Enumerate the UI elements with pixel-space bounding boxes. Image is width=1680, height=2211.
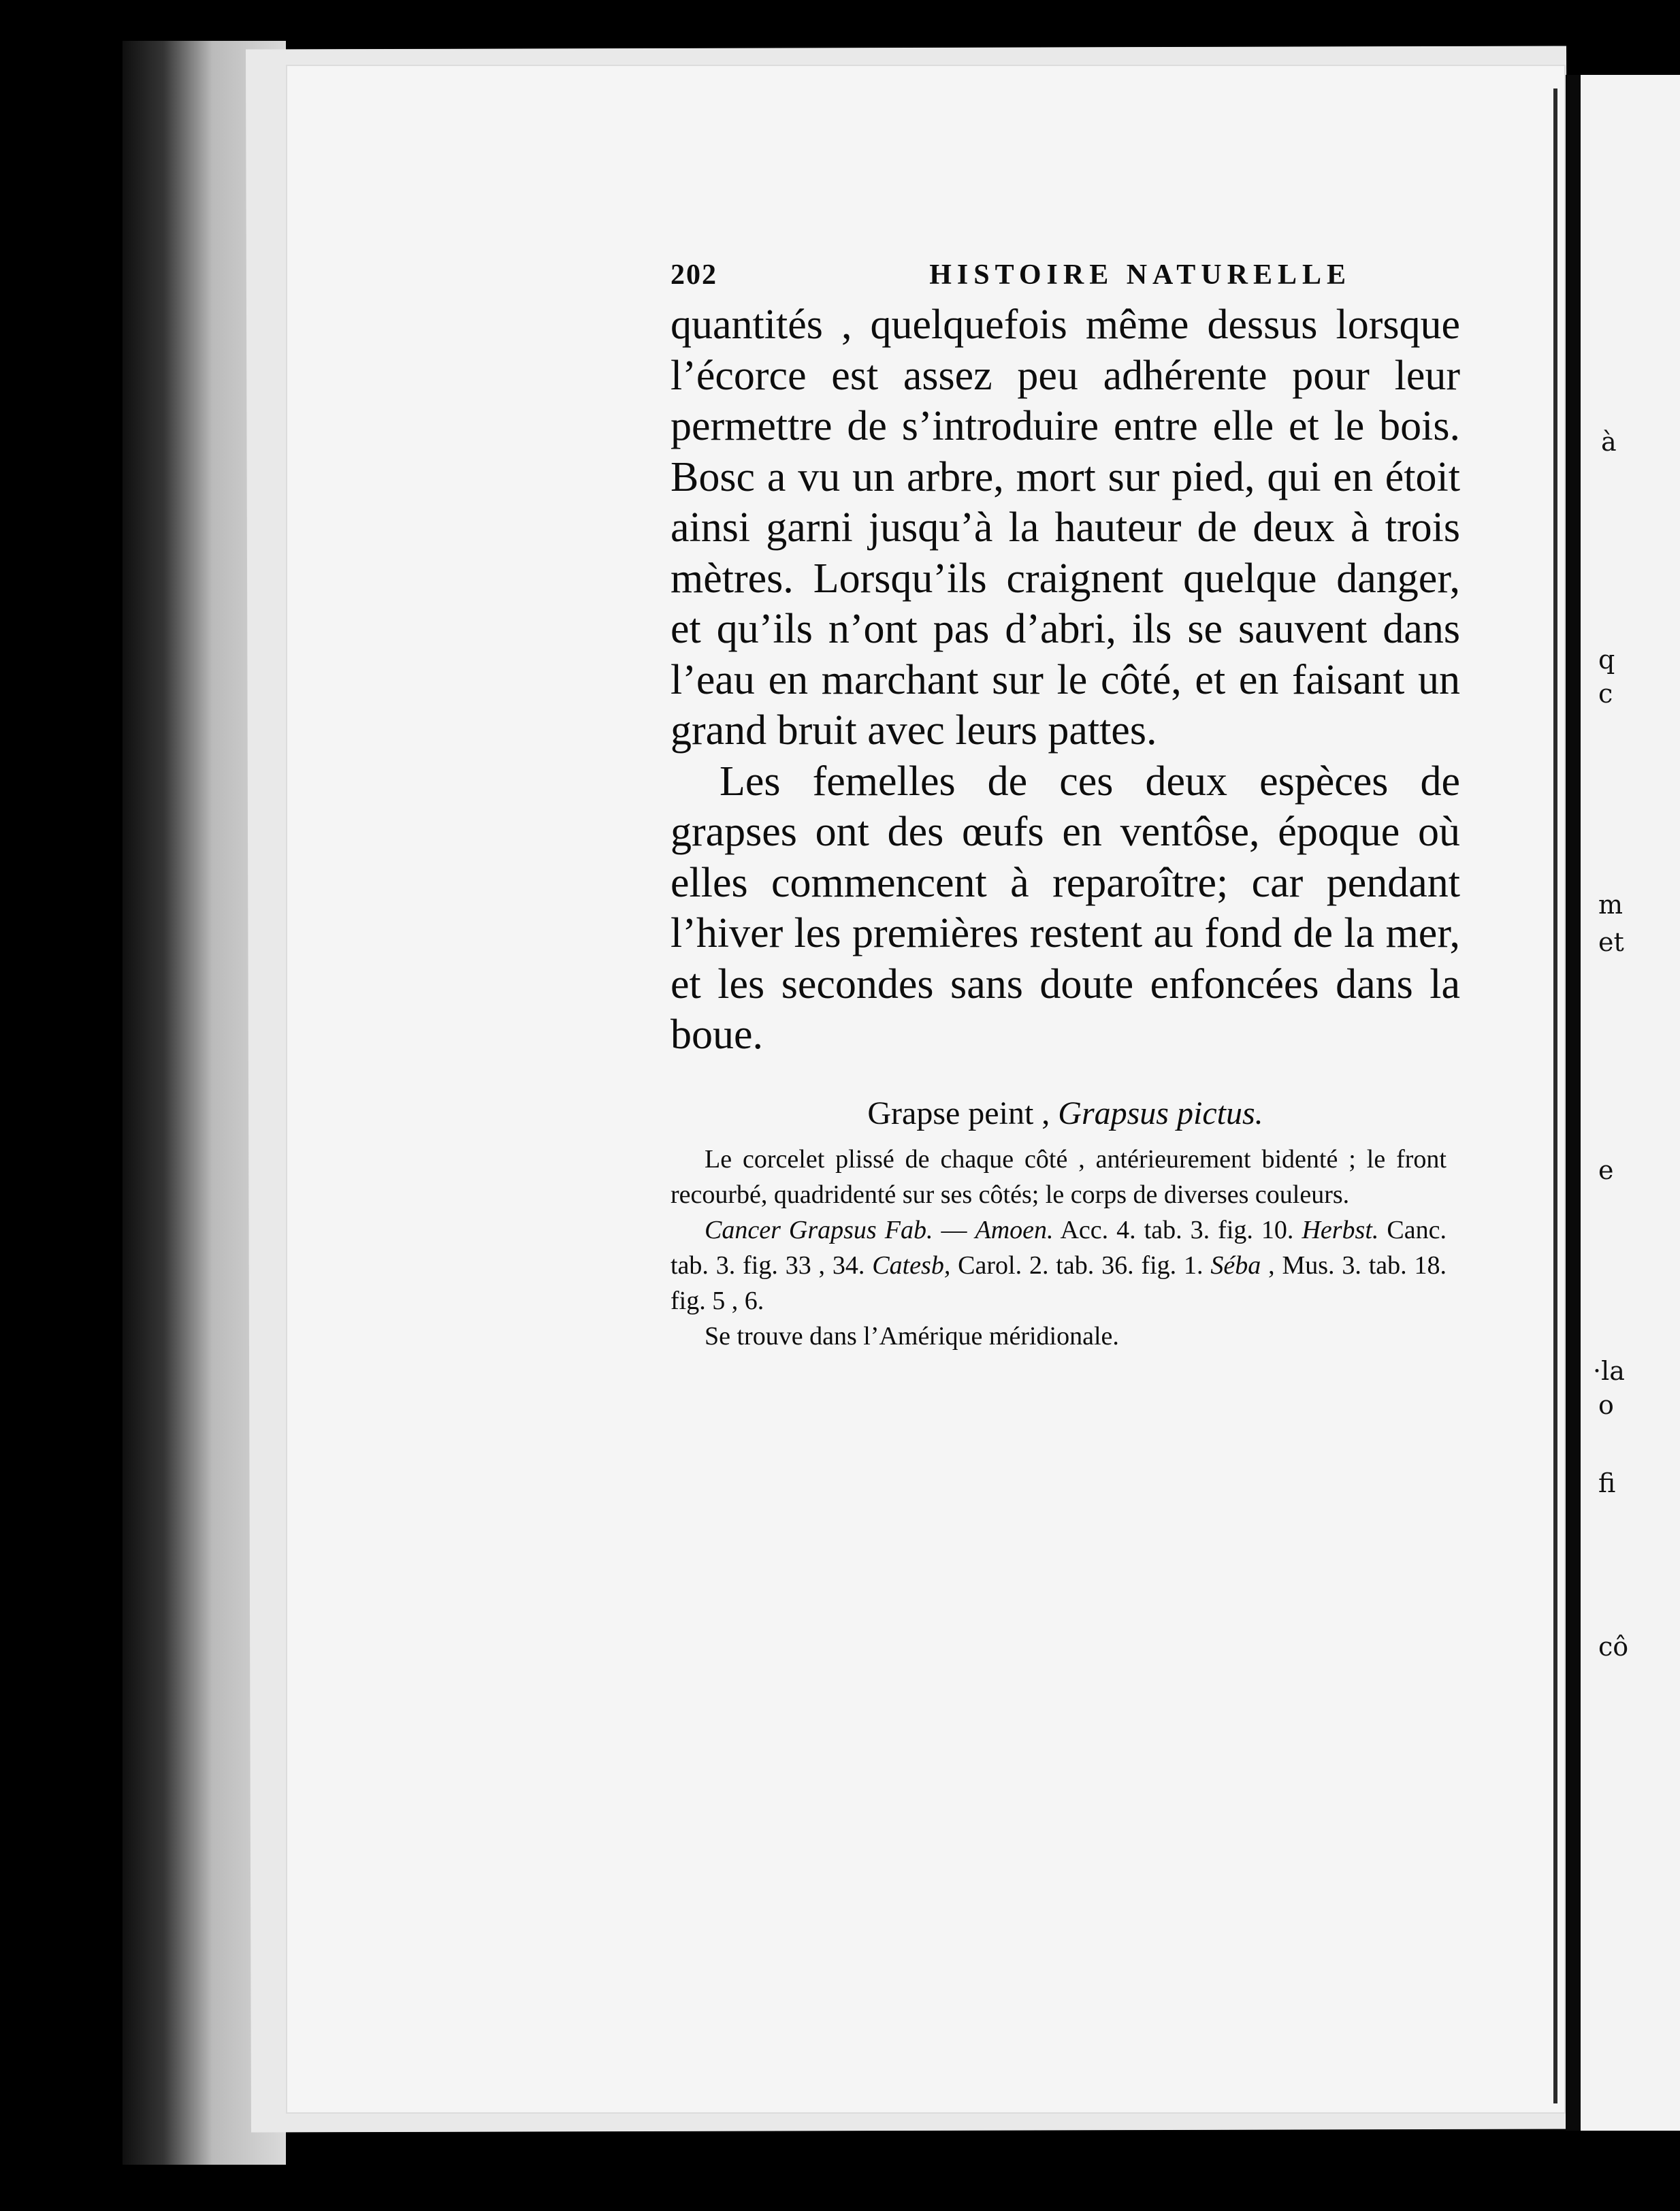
running-head — [671, 259, 1351, 291]
page-number: 202 — [671, 259, 717, 291]
facing-fragment: à — [1601, 427, 1617, 457]
facing-fragment: fi — [1598, 1468, 1616, 1498]
reference-author: Cancer Grapsus Fab. — [705, 1215, 933, 1244]
reference-author: Catesb, — [872, 1250, 951, 1280]
facing-fragment: q — [1598, 645, 1615, 675]
facing-fragment: c — [1598, 679, 1613, 709]
reference-text: , Mus. 3. tab. 18. fig. 5 , 6. — [671, 1250, 1447, 1315]
reference-author: Herbst. — [1302, 1215, 1379, 1244]
body-paragraph: quantités , quelquefois même dessus lorsque l’écorce est assez peu adhérente pour leur permettre de s’introduire entre elle et le bois. Bosc a vu un arbre, mort sur pied, qui en étoit ainsi garni jusqu’à la hauteur de deux à trois mètres. Lorsqu’ils craignent quelque danger, et qu’ils n’ont pas d’abri, ils se sauvent dans l’eau en marchant sur le côté, et en faisant un grand bruit avec leurs pattes. — [671, 302, 1460, 754]
running-title: HISTOIRE NATURELLE — [929, 259, 1351, 291]
species-latin-name: Grapsus pictus. — [1058, 1095, 1263, 1131]
reference-text: Canc. tab. 3. fig. 33 , 34. — [671, 1215, 1447, 1280]
body-paragraph: Les femelles de ces deux espèces de grapses ont des œufs en ventôse, époque où elles commencent à reparoître; car pendant l’hiver les premières restent au fond de la mer, et les secondes sans doute enfoncées dans la boue. — [671, 758, 1460, 1058]
facing-fragment: m — [1598, 890, 1624, 920]
reference-text: Carol. 2. tab. 36. fig. 1. — [950, 1250, 1211, 1280]
species-common-name: Grapse peint , — [867, 1095, 1050, 1131]
reference-text: Acc. 4. tab. 3. fig. 10. — [1053, 1215, 1302, 1244]
facing-page — [1566, 75, 1680, 2131]
facing-fragment: et — [1598, 927, 1624, 957]
species-description: Le corcelet plissé de chaque côté , antérieurement bidenté ; le front recourbé, quadridenté sur ses côtés; le corps de diverses couleurs. — [671, 1144, 1447, 1209]
bibliographic-references — [671, 1212, 1447, 1319]
facing-fragment: ·la — [1593, 1356, 1625, 1386]
facing-fragment: cô — [1598, 1632, 1629, 1662]
reference-author: Amoen. — [975, 1215, 1054, 1244]
text-block — [671, 259, 1467, 1354]
facing-fragment: e — [1598, 1155, 1614, 1185]
species-heading — [671, 1095, 1460, 1132]
gutter-shadow — [1553, 88, 1557, 2103]
reference-author: Séba — [1210, 1250, 1261, 1280]
reference-text: — — [933, 1215, 975, 1244]
habitat-note: Se trouve dans l’Amérique méridionale. — [705, 1321, 1119, 1351]
facing-fragment: o — [1598, 1390, 1614, 1420]
